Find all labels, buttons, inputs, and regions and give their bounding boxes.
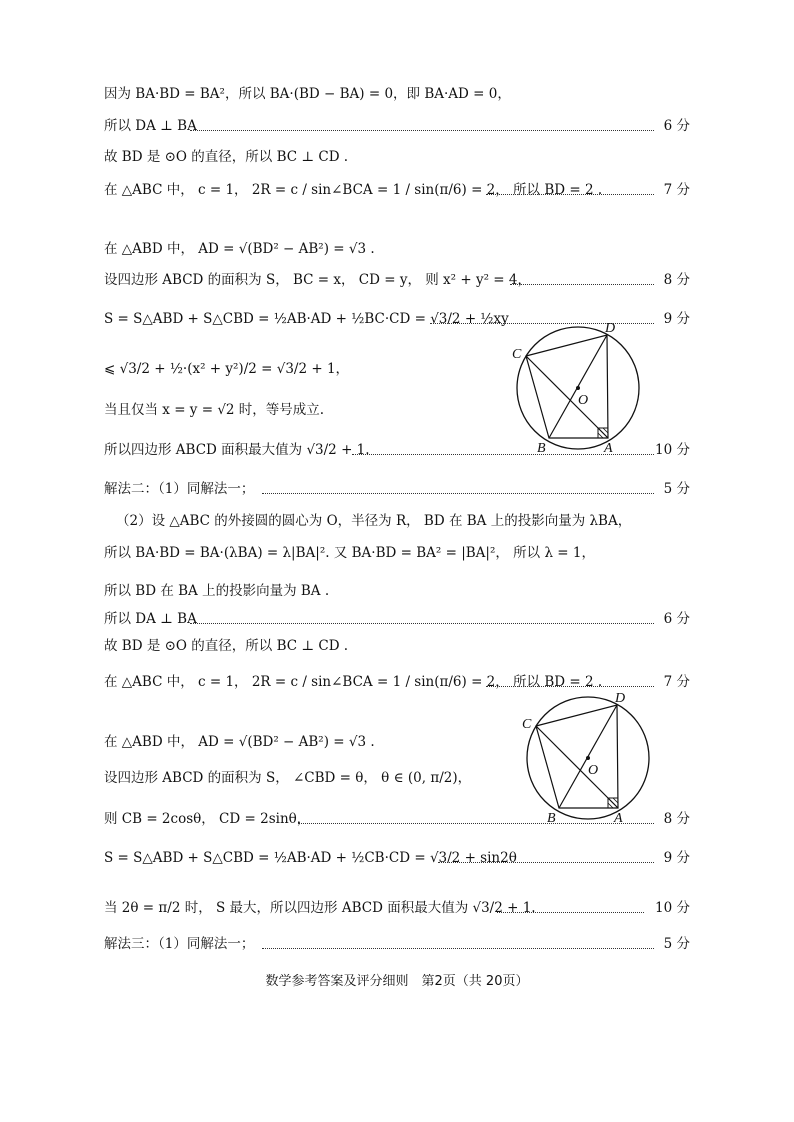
center-point	[586, 756, 590, 760]
leader-dots	[262, 948, 654, 949]
right-angle-hatch	[598, 428, 608, 438]
center-point	[576, 386, 580, 390]
label-c: C	[512, 347, 522, 362]
label-d: D	[615, 691, 626, 706]
text-line-3: 故 BD 是 ⊙O 的直径，所以 BC ⊥ CD .	[104, 149, 349, 165]
leader-dots	[190, 623, 654, 624]
text-line-2: 所以 DA ⊥ BA	[104, 118, 197, 134]
points-label: 10 分	[655, 900, 690, 916]
label-c: C	[522, 717, 532, 732]
points-label: 8 分	[663, 811, 690, 827]
points-label: 6 分	[663, 611, 690, 627]
quadrilateral-abcd	[526, 335, 608, 438]
text-line-17: 在 △ABC 中， c = 1， 2R = c / sin∠BCA = 1 / sin(π/6) = 2， 所以 BD = 2 .	[104, 674, 603, 690]
points-label: 6 分	[663, 118, 690, 134]
text-line-14: 所以 BD 在 BA 上的投影向量为 BA .	[104, 583, 330, 599]
text-line-11: 解法二：（1）同解法一；	[104, 481, 255, 497]
leader-dots	[497, 912, 644, 913]
text-line-10: 所以四边形 ABCD 面积最大值为 √3/2 + 1.	[104, 442, 370, 458]
right-angle-hatch	[608, 803, 613, 808]
label-b: B	[537, 441, 546, 456]
right-angle-hatch	[608, 798, 618, 808]
text-line-16: 故 BD 是 ⊙O 的直径，所以 BC ⊥ CD .	[104, 638, 349, 654]
text-line-12: （2）设 △ABC 的外接圆的圆心为 O，半径为 R， BD 在 BA 上的投影向量为 λBA，	[116, 513, 632, 529]
circle-diagram-1	[512, 318, 652, 458]
points-label: 8 分	[663, 272, 690, 288]
text-line-20: 则 CB = 2cosθ， CD = 2sinθ，	[104, 811, 311, 827]
text-line-6: 设四边形 ABCD 的面积为 S， BC = x， CD = y， 则 x² + y² = 4，	[104, 272, 531, 288]
right-angle-hatch	[598, 433, 603, 438]
text-line-7: S = S△ABD + S△CBD = ½AB·AD + ½BC·CD = √3/2 + ½xy	[104, 311, 509, 327]
text-line-18: 在 △ABD 中， AD = √(BD² − AB²) = √3 .	[104, 734, 375, 750]
points-label: 10 分	[655, 442, 690, 458]
points-label: 9 分	[663, 311, 690, 327]
leader-dots	[438, 862, 654, 863]
label-o: O	[578, 393, 589, 408]
points-label: 5 分	[663, 481, 690, 497]
leader-dots	[486, 686, 654, 687]
diagonal-ca	[536, 726, 618, 808]
right-angle-hatch	[613, 798, 618, 803]
label-a: A	[614, 811, 623, 826]
label-a: A	[604, 441, 613, 456]
points-label: 7 分	[663, 182, 690, 198]
label-d: D	[605, 321, 616, 336]
text-line-8: ⩽ √3/2 + ½·(x² + y²)/2 = √3/2 + 1，	[104, 361, 350, 377]
text-line-22: 当 2θ = π/2 时， S 最大，所以四边形 ABCD 面积最大值为 √3/2 + 1.	[104, 900, 536, 916]
text-line-23: 解法三：（1）同解法一；	[104, 936, 255, 952]
text-line-13: 所以 BA·BD = BA·(λBA) = λ|BA|². 又 BA·BD = BA² = |BA|²， 所以 λ = 1，	[104, 545, 595, 561]
diagonal-ca	[526, 356, 608, 438]
label-o: O	[588, 763, 599, 778]
text-line-4: 在 △ABC 中， c = 1， 2R = c / sin∠BCA = 1 / sin(π/6) = 2， 所以 BD = 2 .	[104, 182, 603, 198]
leader-dots	[486, 194, 654, 195]
page-footer: 数学参考答案及评分细则 第2页（共 20页）	[265, 974, 529, 989]
quadrilateral-abcd	[536, 705, 618, 808]
leader-dots	[190, 130, 654, 131]
label-b: B	[547, 811, 556, 826]
leader-dots	[262, 493, 654, 494]
text-line-5: 在 △ABD 中， AD = √(BD² − AB²) = √3 .	[104, 241, 375, 257]
points-label: 7 分	[663, 674, 690, 690]
leader-dots	[510, 284, 654, 285]
text-line-15: 所以 DA ⊥ BA	[104, 611, 197, 627]
text-line-9: 当且仅当 x = y = √2 时，等号成立.	[104, 402, 325, 418]
circle-diagram-2	[522, 688, 662, 828]
right-angle-hatch	[603, 428, 608, 433]
points-label: 9 分	[663, 850, 690, 866]
points-label: 5 分	[663, 936, 690, 952]
text-line-19: 设四边形 ABCD 的面积为 S， ∠CBD = θ， θ ∈ (0, π/2)，	[104, 770, 472, 786]
text-line-21: S = S△ABD + S△CBD = ½AB·AD + ½CB·CD = √3/2 + sin2θ	[104, 850, 517, 866]
text-line-1: 因为 BA·BD = BA²，所以 BA·(BD − BA) = 0，即 BA·AD = 0，	[104, 86, 511, 102]
